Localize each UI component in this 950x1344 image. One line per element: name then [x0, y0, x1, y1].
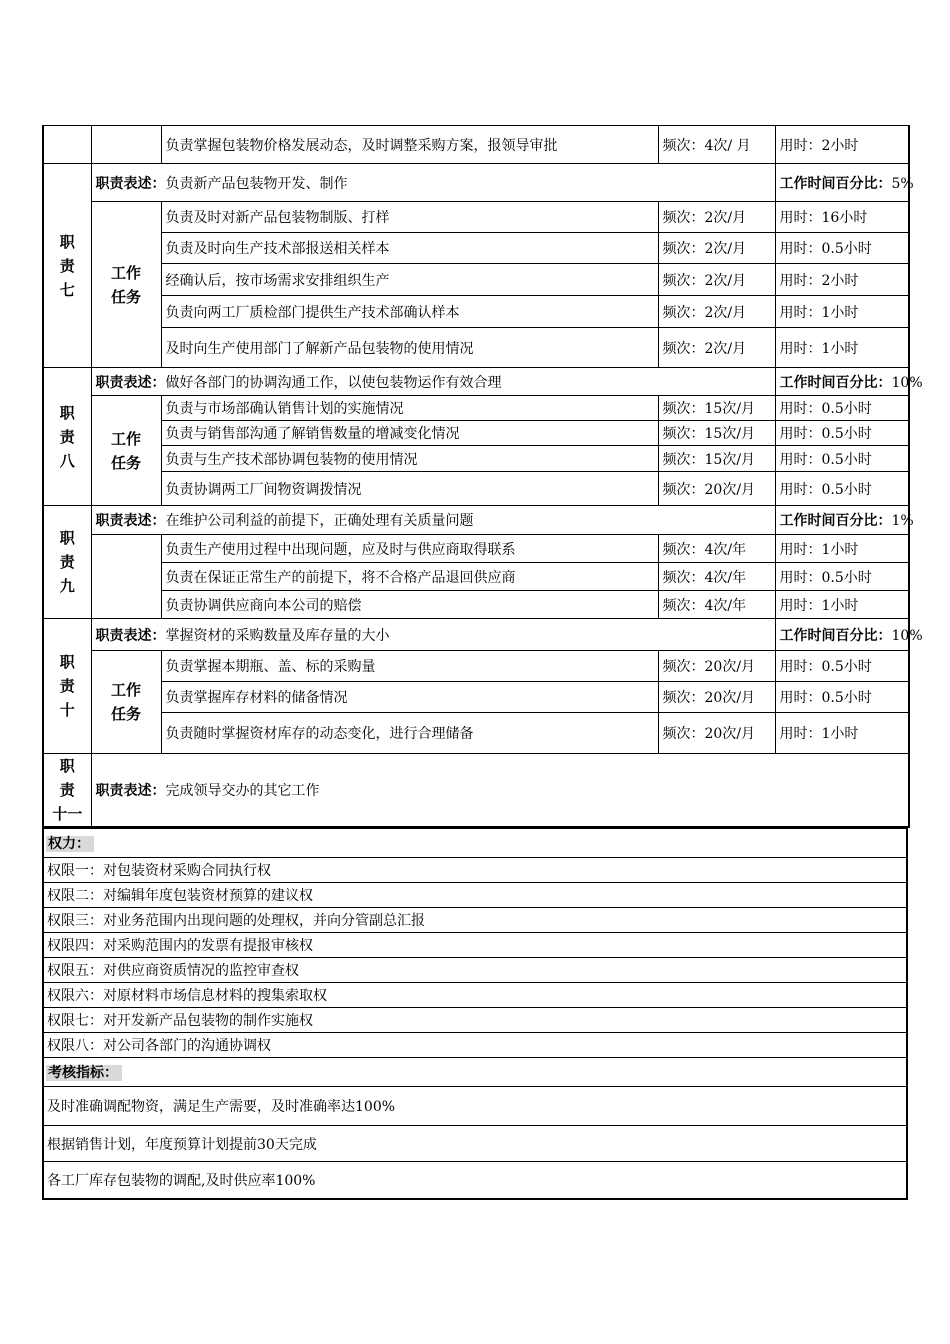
task-row	[43, 682, 909, 713]
task-row	[43, 421, 909, 446]
duty-8-time-percent: 工作时间百分比：10%	[775, 368, 909, 396]
task-frequency: 频次：2次/月	[658, 296, 775, 328]
authority-item: 权限二：对编辑年度包装资材预算的建议权	[43, 883, 907, 908]
task-text: 经确认后，按市场需求安排组织生产	[161, 264, 658, 296]
task-duration: 用时：1小时	[775, 535, 909, 563]
assessment-item: 根据销售计划，年度预算计划提前30天完成	[43, 1126, 907, 1162]
task-duration: 用时：0.5小时	[775, 446, 909, 472]
task-row	[43, 202, 909, 233]
duty-11-header: 职 责 十一	[43, 754, 91, 828]
duty-7-header: 职 责 七	[43, 164, 91, 368]
job-description-document	[42, 125, 923, 1200]
task-frequency: 频次：15次/月	[658, 446, 775, 472]
authority-item: 权限八：对公司各部门的沟通协调权	[43, 1033, 907, 1058]
task-row	[43, 233, 909, 264]
task-duration: 用时：0.5小时	[775, 651, 909, 682]
task-row	[43, 328, 909, 368]
task-row	[43, 563, 909, 591]
task-text: 负责与生产技术部协调包装物的使用情况	[161, 446, 658, 472]
task-frequency: 频次：4次/年	[658, 591, 775, 619]
task-duration: 用时：0.5小时	[775, 472, 909, 506]
duty-7-description-row	[43, 164, 909, 202]
task-duration: 用时：1小时	[775, 713, 909, 754]
continued-task-row	[43, 126, 909, 164]
task-text: 负责及时对新产品包装物制版、打样	[161, 202, 658, 233]
task-text: 负责随时掌握资材库存的动态变化，进行合理储备	[161, 713, 658, 754]
task-frequency: 频次：2次/月	[658, 202, 775, 233]
task-frequency: 频次：15次/月	[658, 421, 775, 446]
task-row	[43, 396, 909, 421]
duty-10-header: 职 责 十	[43, 619, 91, 754]
work-task-label: 工作 任务	[91, 396, 161, 506]
duty-11-description: 职责表述：完成领导交办的其它工作	[91, 754, 909, 828]
task-text: 负责协调供应商向本公司的赔偿	[161, 591, 658, 619]
duty-7-description: 职责表述：负责新产品包装物开发、制作	[91, 164, 775, 202]
task-row	[43, 535, 909, 563]
authority-item: 权限三：对业务范围内出现问题的处理权，并向分管副总汇报	[43, 908, 907, 933]
duty-9-header: 职 责 九	[43, 506, 91, 619]
duty-8-header: 职 责 八	[43, 368, 91, 506]
task-text: 负责及时向生产技术部报送相关样本	[161, 233, 658, 264]
duty-11-row	[43, 754, 909, 828]
task-frequency: 频次：4次/ 月	[658, 126, 775, 164]
task-frequency: 频次：20次/月	[658, 682, 775, 713]
authority-title: 权力：	[46, 836, 94, 852]
assessment-item: 及时准确调配物资，满足生产需要，及时准确率达100%	[43, 1087, 907, 1126]
task-text: 负责与市场部确认销售计划的实施情况	[161, 396, 658, 421]
task-duration: 用时：0.5小时	[775, 421, 909, 446]
task-row	[43, 264, 909, 296]
task-frequency: 频次：20次/月	[658, 472, 775, 506]
duty-10-description-row	[43, 619, 909, 651]
duty-9-description: 职责表述：在维护公司利益的前提下，正确处理有关质量问题	[91, 506, 775, 535]
authority-item: 权限五：对供应商资质情况的监控审查权	[43, 958, 907, 983]
task-text: 负责协调两工厂间物资调拨情况	[161, 472, 658, 506]
task-row	[43, 296, 909, 328]
authority-item: 权限一：对包装资材采购合同执行权	[43, 858, 907, 883]
duties-table	[42, 125, 923, 828]
authority-item: 权限六：对原材料市场信息材料的搜集索取权	[43, 983, 907, 1008]
work-task-label	[91, 535, 161, 619]
task-frequency: 频次：4次/年	[658, 563, 775, 591]
task-row	[43, 651, 909, 682]
task-duration: 用时：0.5小时	[775, 396, 909, 421]
task-duration: 用时：2小时	[775, 264, 909, 296]
task-duration: 用时：16小时	[775, 202, 909, 233]
task-text: 及时向生产使用部门了解新产品包装物的使用情况	[161, 328, 658, 368]
duty-9-time-percent: 工作时间百分比：1%	[775, 506, 909, 535]
task-text: 负责掌握本期瓶、盖、标的采购量	[161, 651, 658, 682]
authority-item: 权限七：对开发新产品包装物的制作实施权	[43, 1008, 907, 1033]
duty-10-description: 职责表述：掌握资材的采购数量及库存量的大小	[91, 619, 775, 651]
authority-header-row	[43, 829, 907, 858]
task-text: 负责掌握包装物价格发展动态，及时调整采购方案，报领导审批	[161, 126, 658, 164]
task-duration: 用时：0.5小时	[775, 233, 909, 264]
task-duration: 用时：0.5小时	[775, 682, 909, 713]
task-row	[43, 446, 909, 472]
task-row	[43, 713, 909, 754]
task-text: 负责生产使用过程中出现问题，应及时与供应商取得联系	[161, 535, 658, 563]
assessment-item: 各工厂库存包装物的调配,及时供应率100%	[43, 1162, 907, 1199]
authority-item: 权限四：对采购范围内的发票有提报审核权	[43, 933, 907, 958]
task-frequency: 频次：20次/月	[658, 713, 775, 754]
task-row	[43, 472, 909, 506]
assessment-title: 考核指标：	[46, 1065, 122, 1081]
duty-9-description-row	[43, 506, 909, 535]
task-duration: 用时：1小时	[775, 328, 909, 368]
task-duration: 用时：1小时	[775, 296, 909, 328]
task-text: 负责在保证正常生产的前提下，将不合格产品退回供应商	[161, 563, 658, 591]
duty-8-description: 职责表述：做好各部门的协调沟通工作，以使包装物运作有效合理	[91, 368, 775, 396]
task-frequency: 频次：4次/年	[658, 535, 775, 563]
authority-table	[42, 828, 908, 1200]
task-duration: 用时：2小时	[775, 126, 909, 164]
task-text: 负责向两工厂质检部门提供生产技术部确认样本	[161, 296, 658, 328]
duty-8-description-row	[43, 368, 909, 396]
work-task-label: 工作 任务	[91, 202, 161, 368]
task-duration: 用时：1小时	[775, 591, 909, 619]
task-text: 负责与销售部沟通了解销售数量的增减变化情况	[161, 421, 658, 446]
duty-7-time-percent: 工作时间百分比：5%	[775, 164, 909, 202]
work-task-label: 工作 任务	[91, 651, 161, 754]
task-frequency: 频次：2次/月	[658, 233, 775, 264]
task-frequency: 频次：2次/月	[658, 328, 775, 368]
task-text: 负责掌握库存材料的储备情况	[161, 682, 658, 713]
task-frequency: 频次：2次/月	[658, 264, 775, 296]
task-duration: 用时：0.5小时	[775, 563, 909, 591]
assessment-header-row	[43, 1058, 907, 1087]
task-frequency: 频次：15次/月	[658, 396, 775, 421]
task-row	[43, 591, 909, 619]
duty-10-time-percent: 工作时间百分比：10%	[775, 619, 909, 651]
task-frequency: 频次：20次/月	[658, 651, 775, 682]
